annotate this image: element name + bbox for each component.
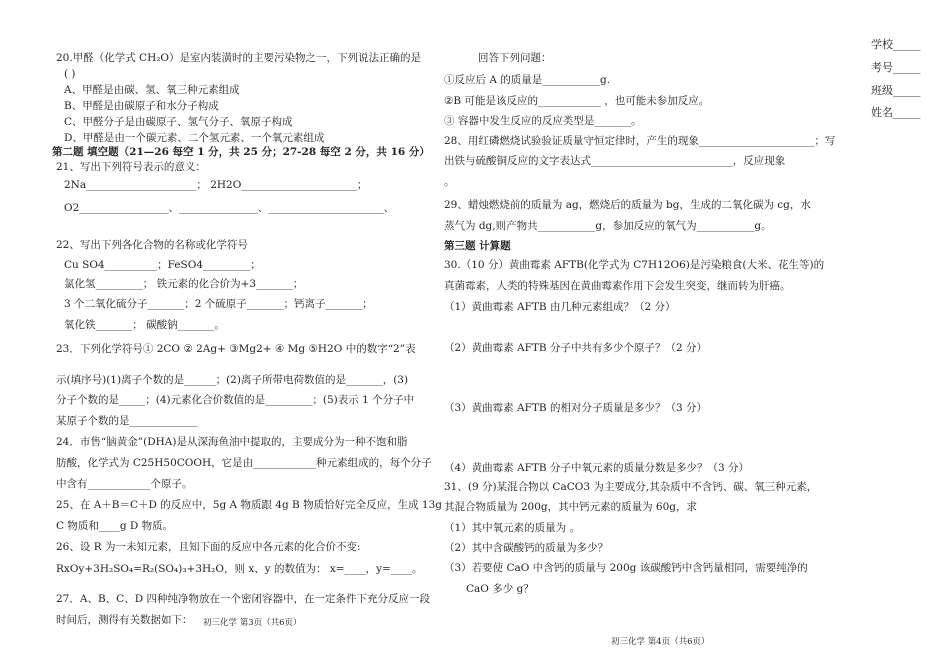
left-page-line: 21、写出下列符号表示的意义： <box>56 161 206 173</box>
left-page-line: RxOy+3H₂SO₄=R₂(SO₄)₃+3H₂O，则 x、y 的数值为： x=____，y=____。 <box>56 563 423 575</box>
left-page-line: 氧化铁_______； 碳酸钠_______。 <box>64 319 225 331</box>
left-page-line: A、甲醛是由碳、氢、氧三种元素组成 <box>64 84 240 96</box>
student-info-field[interactable]: 班级_____ <box>871 84 921 97</box>
left-page-line: Cu SO4__________；FeSO4_________； <box>64 259 261 271</box>
right-page-line: 28、用红磷燃烧试验验证质量守恒定律时，产生的现象______________________；写 <box>444 135 836 147</box>
right-page-line: 真菌霉素，人类的特殊基因在黄曲霉素作用下会发生突变，继而转为肝癌。 <box>444 280 791 292</box>
left-page-line: 27．A、B、C、D 四种纯净物放在一个密闭容器中，在一定条件下充分反应一段 <box>56 593 430 605</box>
left-page-line: 肪酸，化学式为 C25H50COOH，它是由____________种元素组成的，每个分子 <box>56 457 432 469</box>
right-page-line: ①反应后 A 的质量是___________g. <box>444 74 611 86</box>
right-page-line: ②B 可能是该反应的____________ ，也可能未参加反应。 <box>444 95 710 107</box>
left-page-line: 25、在 A＋B＝C＋D 的反应中，5g A 物质跟 4g B 物质恰好完全反应，生成 13g <box>56 499 442 511</box>
page-footer-3: 初三化学 第3页（共6页） <box>203 618 302 628</box>
left-page-line: C 物质和____g D 物质。 <box>56 520 174 532</box>
left-page-line: 某原子个数的是_____________ <box>56 415 198 427</box>
left-page-line: 分子个数的是_____；(4)元素化合价数值的是_________；(5)表示 1 个分子中 <box>56 394 415 406</box>
left-page-line: 中含有____________个原子。 <box>56 478 193 490</box>
left-page-line: D、甲醛是由一个碳元素、二个氢元素、一个氧元素组成 <box>64 132 325 144</box>
left-page-line: 示(填序号)(1)离子个数的是______；(2)离子所带电荷数值的是_______，(3) <box>56 374 409 386</box>
left-page-line: 2Na_____________________； 2H2O______________________； <box>64 179 368 191</box>
right-page-line: CaO 多少 g？ <box>466 583 534 595</box>
left-page-line: ( ) <box>64 68 76 80</box>
right-page-line: 29、蜡烛燃烧前的质量为 ag，燃烧后的质量为 bg，生成的二氧化碳为 cg，水 <box>444 199 811 211</box>
seal-line-text <box>845 10 861 660</box>
student-info-field[interactable]: 考号_____ <box>871 61 921 74</box>
right-page-line: ③ 容器中发生反应的反应类型是_______。 <box>444 115 642 127</box>
right-page-line: 其混合物质量为 200g，其中钙元素的质量为 60g，求 <box>444 501 698 513</box>
right-page-line: 出铁与硫酸铜反应的文字表达式___________________________，反应现象 <box>444 155 786 167</box>
left-page-line: 时间后，测得有关数据如下： <box>56 614 193 626</box>
left-page-line: O2_________________、_______________、______________________、 <box>64 202 395 214</box>
right-page-line: （3）黄曲霉素 AFTB 的相对分子质量是多少？（3 分） <box>444 402 707 414</box>
right-page-line: （1）其中氧元素的质量为 。 <box>444 522 581 534</box>
student-info-field[interactable]: 学校_____ <box>871 38 921 51</box>
left-page-line: 26、设 R 为一未知元素，且知下面的反应中各元素的化合价不变: <box>56 541 361 553</box>
right-page-line: （2）黄曲霉素 AFTB 分子中共有多少个原子？（2 分） <box>444 342 707 354</box>
right-page-line: 蒸气为 dg,则产物共___________g，参加反应的氧气为___________g。 <box>444 220 772 232</box>
right-page-line: 第三题 计算题 <box>444 240 511 252</box>
left-page-line: 23．下列化学符号① 2CO ② 2Ag+ ③Mg2+ ④ Mg ⑤H2O 中的数字“2”表 <box>56 343 416 355</box>
left-page-line: C、甲醛分子是由碳原子、氢气分子、氧原子构成 <box>64 116 293 128</box>
right-page-line: 30.（10 分）黄曲霉素 AFTB(化学式为 C7H12O6)是污染粮食(大米、花生等)的 <box>444 259 825 271</box>
left-page-line: B、甲醛是由碳原子和水分子构成 <box>64 100 219 112</box>
left-page-line: 3 个二氧化硫分子_______；2 个硫原子_______；钙离子_______； <box>64 298 373 310</box>
left-page-line: 第二题 填空题（21—26 每空 1 分，共 25 分；27-28 每空 2 分，共 16 分） <box>52 146 430 158</box>
right-page-line: （2）其中含碳酸钙的质量为多少？ <box>444 542 609 554</box>
left-page-line: 20.甲醛（化学式 CH₂O）是室内装潢时的主要污染物之一，下列说法正确的是 <box>56 52 422 64</box>
student-info-field[interactable]: 姓名_____ <box>871 106 921 119</box>
right-page-line: 。 <box>444 176 455 188</box>
right-page-line: 31、(9 分)某混合物以 CaCO3 为主要成分,其杂质中不含钙、碳、氧三种元素， <box>444 481 818 493</box>
right-page-line: （1）黄曲霉素 AFTB 由几种元素组成？（2 分） <box>444 301 676 313</box>
right-page-line: （4）黄曲霉素 AFTB 分子中氧元素的质量分数是多少？（3 分） <box>444 462 749 474</box>
right-page-line: 回答下列问题： <box>478 52 552 64</box>
page-footer-4: 初三化学 第4页（共6页） <box>611 637 710 647</box>
left-page-line: 24．市售“脑黄金”(DHA)是从深海鱼油中提取的，主要成分为一种不饱和脂 <box>56 436 408 448</box>
right-page-line: （3）若要使 CaO 中含钙的质量与 200g 该碳酸钙中含钙量相同，需要纯净的 <box>444 562 808 574</box>
left-page-line: 22、写出下列各化合物的名称或化学符号 <box>56 239 248 251</box>
left-page-line: 氯化氢_________； 铁元素的化合价为+3_______； <box>64 278 304 290</box>
